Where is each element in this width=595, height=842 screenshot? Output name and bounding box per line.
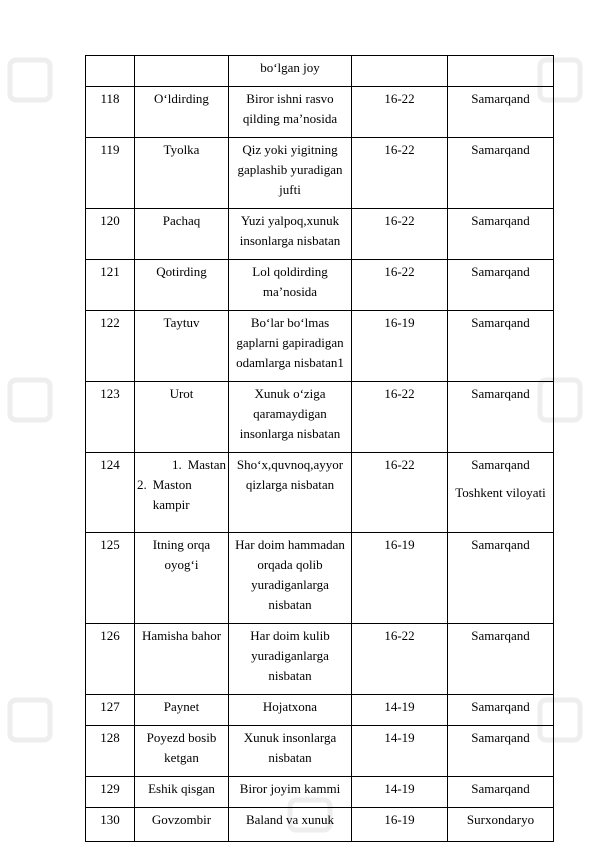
cell-word: Taytuv	[135, 311, 229, 382]
cell-meaning: Lol qoldirding ma’nosida	[229, 260, 352, 311]
region-primary: Samarqand	[471, 457, 530, 472]
table-row	[86, 209, 554, 260]
table-row	[86, 726, 554, 777]
cell-word: O‘ldirding	[135, 87, 229, 138]
word-list-text: Mastan	[187, 457, 226, 472]
cell-age: 14-19	[352, 726, 448, 777]
cell-number: 124	[86, 453, 135, 533]
cell-number: 129	[86, 777, 135, 808]
cell-meaning: Biror joyim kammi	[229, 777, 352, 808]
cell-age: 16-22	[352, 209, 448, 260]
word-list-item	[137, 475, 226, 515]
cell-meaning: Baland va xunuk	[229, 808, 352, 842]
cell-age: 16-22	[352, 382, 448, 453]
cell-word: Tyolka	[135, 138, 229, 209]
cell-meaning: Har doim hammadan orqada qolib yuradiganlarga nisbatan	[229, 533, 352, 624]
cell-number: 118	[86, 87, 135, 138]
word-list-item	[137, 455, 226, 475]
cell-number: 120	[86, 209, 135, 260]
cell-meaning: Xunuk o‘ziga qaramaydigan insonlarga nisbatan	[229, 382, 352, 453]
region-secondary: Toshkent viloyati	[455, 485, 546, 500]
word-list-number: 1.	[171, 457, 182, 472]
cell-region: Samarqand	[448, 726, 554, 777]
table-row	[86, 382, 554, 453]
cell-age: 16-22	[352, 453, 448, 533]
cell-meaning: Sho‘x,quvnoq,ayyor qizlarga nisbatan	[229, 453, 352, 533]
table-row	[86, 695, 554, 726]
cell-number: 122	[86, 311, 135, 382]
cell-word: Poyezd bosib ketgan	[135, 726, 229, 777]
cell-age: 16-19	[352, 311, 448, 382]
cell-word: Pachaq	[135, 209, 229, 260]
table-row-continued	[86, 56, 554, 87]
cell-region: Samarqand	[448, 311, 554, 382]
table-row	[86, 624, 554, 695]
cell-region: Samarqand	[448, 138, 554, 209]
cell-age: 16-22	[352, 87, 448, 138]
cell-number: 125	[86, 533, 135, 624]
cell-meaning: Har doim kulib yuradiganlarga nisbatan	[229, 624, 352, 695]
cell-region: Samarqand	[448, 382, 554, 453]
cell-word: Itning orqa oyog‘i	[135, 533, 229, 624]
cell-age	[352, 56, 448, 87]
cell-region: Samarqand	[448, 260, 554, 311]
cell-word	[135, 453, 229, 533]
table-row	[86, 260, 554, 311]
cell-word: Paynet	[135, 695, 229, 726]
cell-number: 126	[86, 624, 135, 695]
cell-number: 130	[86, 808, 135, 842]
cell-meaning: Biror ishni rasvo qilding ma’nosida	[229, 87, 352, 138]
cell-word: Hamisha bahor	[135, 624, 229, 695]
cell-meaning: Xunuk insonlarga nisbatan	[229, 726, 352, 777]
cell-word: Urot	[135, 382, 229, 453]
word-list-number: 2.	[137, 477, 147, 492]
table-row	[86, 453, 554, 533]
cell-number: 123	[86, 382, 135, 453]
cell-number: 121	[86, 260, 135, 311]
cell-age: 16-22	[352, 624, 448, 695]
cell-region	[448, 56, 554, 87]
cell-meaning: Bo‘lar bo‘lmas gaplarni gapiradigan odamlarga nisbatan1	[229, 311, 352, 382]
cell-number	[86, 56, 135, 87]
cell-age: 16-19	[352, 533, 448, 624]
word-list	[137, 455, 226, 515]
cell-meaning: bo‘lgan joy	[229, 56, 352, 87]
cell-region: Samarqand	[448, 695, 554, 726]
cell-meaning: Hojatxona	[229, 695, 352, 726]
table-row	[86, 87, 554, 138]
cell-age: 14-19	[352, 695, 448, 726]
cell-age: 16-19	[352, 808, 448, 842]
cell-age: 16-22	[352, 138, 448, 209]
cell-number: 128	[86, 726, 135, 777]
cell-word: Qotirding	[135, 260, 229, 311]
table-row	[86, 138, 554, 209]
table-row	[86, 777, 554, 808]
cell-region: Samarqand	[448, 777, 554, 808]
cell-region: Surxondaryo	[448, 808, 554, 842]
cell-meaning: Yuzi yalpoq,xunuk insonlarga nisbatan	[229, 209, 352, 260]
table-row	[86, 533, 554, 624]
cell-region: Samarqand	[448, 624, 554, 695]
cell-number: 119	[86, 138, 135, 209]
cell-region: Samarqand	[448, 87, 554, 138]
table-row	[86, 808, 554, 842]
cell-age: 16-22	[352, 260, 448, 311]
cell-region	[448, 453, 554, 533]
slang-vocabulary-table	[85, 55, 554, 842]
cell-region: Samarqand	[448, 533, 554, 624]
cell-region: Samarqand	[448, 209, 554, 260]
table-row	[86, 311, 554, 382]
cell-number: 127	[86, 695, 135, 726]
cell-word	[135, 56, 229, 87]
cell-word: Eshik qisgan	[135, 777, 229, 808]
cell-meaning: Qiz yoki yigitning gaplashib yuradigan jufti	[229, 138, 352, 209]
cell-age: 14-19	[352, 777, 448, 808]
cell-word: Govzombir	[135, 808, 229, 842]
word-list-text: Maston kampir	[152, 477, 192, 512]
